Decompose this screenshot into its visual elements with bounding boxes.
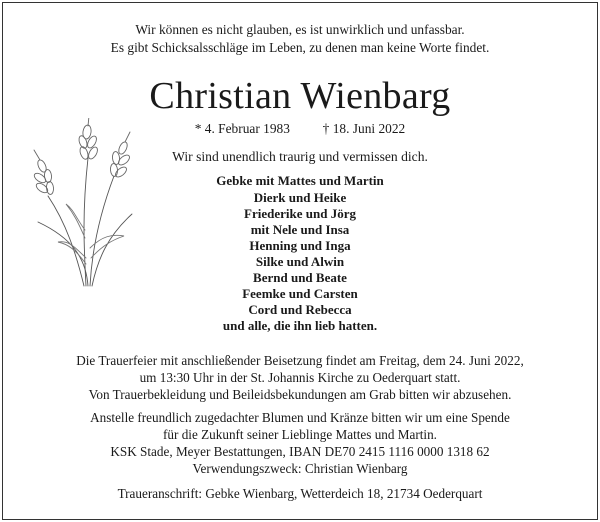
mourner-line: und alle, die ihn lieb hatten. bbox=[222, 318, 378, 333]
mourning-address: Traueranschrift: Gebke Wienbarg, Wetterdeich 18, 21734 Oederquart bbox=[117, 486, 483, 501]
mourner-line: Henning und Inga bbox=[249, 238, 351, 253]
funeral-line-1: Die Trauerfeier mit anschließender Beisetzung findet am Freitag, dem 24. Juni 2022, bbox=[76, 353, 524, 368]
mourner-line: Silke und Alwin bbox=[255, 254, 345, 269]
mourner-line: Bernd und Beate bbox=[253, 270, 347, 285]
donation-line-2: für die Zukunft seiner Lieblinge Mattes und Martin. bbox=[163, 427, 437, 442]
mourner-line: Friederike und Jörg bbox=[244, 206, 356, 221]
donation-line-4: Verwendungszweck: Christian Wienbarg bbox=[192, 461, 408, 476]
sorrow-line: Wir sind unendlich traurig und vermissen dich. bbox=[172, 149, 428, 164]
funeral-line-2: um 13:30 Uhr in der St. Johannis Kirche zu Oederquart statt. bbox=[139, 370, 461, 385]
mourner-line: Cord und Rebecca bbox=[248, 302, 352, 317]
mourner-line: Dierk und Heike bbox=[253, 190, 347, 205]
donation-line-1: Anstelle freundlich zugedachter Blumen und Kränze bitten wir um eine Spende bbox=[90, 410, 510, 425]
deceased-name: Christian Wienbarg bbox=[149, 75, 451, 117]
funeral-line-3: Von Trauerbekleidung und Beileidsbekundungen am Grab bitten wir abzusehen. bbox=[88, 387, 512, 402]
mourner-line: Gebke mit Mattes und Martin bbox=[216, 173, 384, 188]
mourner-line: mit Nele und Insa bbox=[250, 222, 350, 237]
donation-line-3: KSK Stade, Meyer Bestattungen, IBAN DE70 2415 1116 0000 1318 62 bbox=[110, 444, 490, 459]
mourner-line: Feemke und Carsten bbox=[242, 286, 358, 301]
intro-line-2: Es gibt Schicksalsschläge im Leben, zu denen man keine Worte findet. bbox=[110, 40, 490, 55]
intro-line-1: Wir können es nicht glauben, es ist unwirklich und unfassbar. bbox=[135, 22, 465, 37]
death-date: † 18. Juni 2022 bbox=[322, 121, 406, 136]
birth-date: * 4. Februar 1983 bbox=[194, 121, 290, 136]
